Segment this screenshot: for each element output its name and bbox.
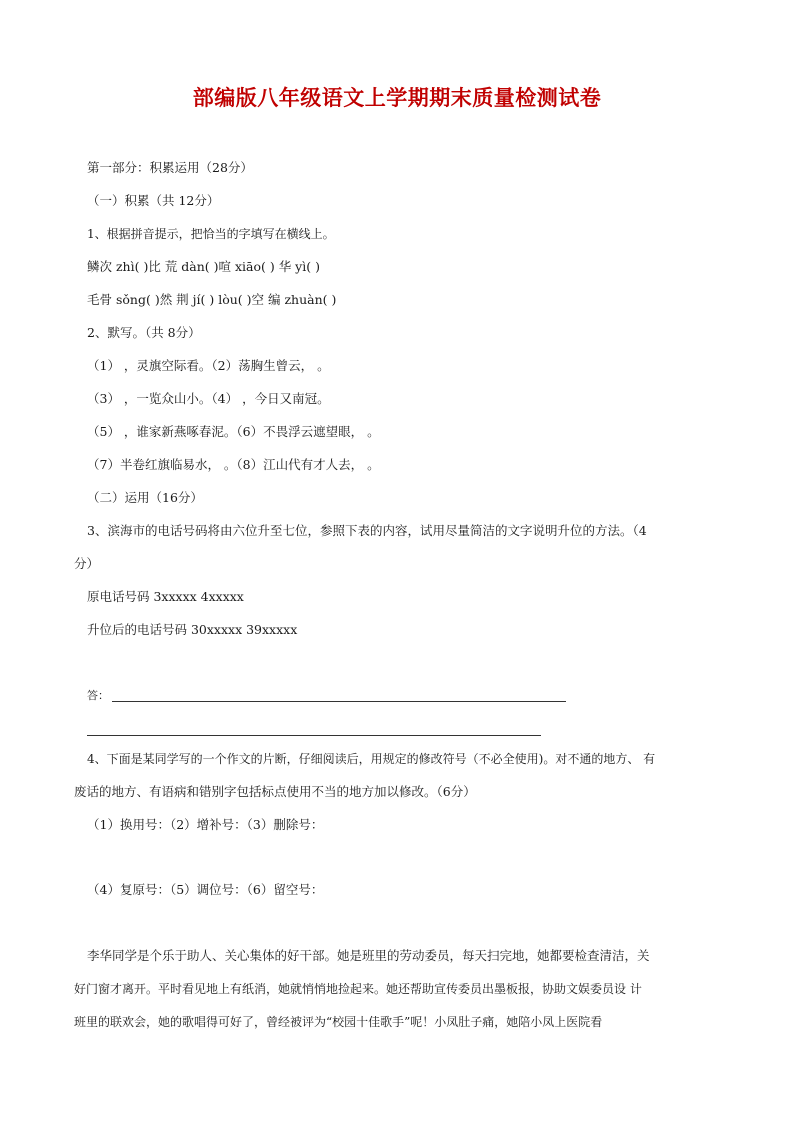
question-4-prompt-cont: 废话的地方、有语病和错别字包括标点使用不当的地方加以修改。（6分） — [74, 784, 476, 799]
question-3-new-number: 升位后的电话号码 30xxxxx 39xxxxx — [87, 622, 298, 637]
question-1-prompt: 1、根据拼音提示，把恰当的字填写在横线上。 — [87, 227, 335, 241]
question-4-marks-line-1: （1）换用号：（2）增补号：（3）删除号： — [87, 817, 324, 832]
section-accumulation-heading: （一）积累（共 12分） — [87, 193, 220, 208]
question-1-line-2: 毛骨 sǒng( )然 荆 jí( ) lòu( )空 编 zhuàn( ) — [87, 292, 337, 307]
answer-line-1[interactable] — [112, 701, 566, 702]
question-3-original-number: 原电话号码 3xxxxx 4xxxxx — [87, 589, 244, 604]
question-3-prompt-cont: 分） — [74, 556, 100, 571]
section-application-heading: （二）运用（16分） — [87, 490, 203, 505]
question-4-marks-line-2: （4）复原号：（5）调位号：（6）留空号： — [87, 882, 324, 897]
question-2-line-3: （5） ，谁家新燕啄春泥。（6）不畏浮云遮望眼， 。 — [87, 424, 380, 439]
question-2-line-2: （3） ，一览众山小。（4） ，今日又南冠。 — [87, 391, 330, 406]
question-2-prompt: 2、默写。（共 8分） — [87, 325, 201, 340]
page-title: 部编版八年级语文上学期期末质量检测试卷 — [192, 86, 602, 110]
answer-label: 答： — [87, 689, 109, 702]
passage-line-3: 班里的联欢会，她的歌唱得可好了，曾经被评为“校园十佳歌手”呢！小凤肚子痛，她陪小凤上医院看 — [74, 1015, 603, 1029]
question-2-line-4: （7）半卷红旗临易水， 。（8）江山代有才人去， 。 — [87, 457, 380, 472]
question-3-prompt: 3、滨海市的电话号码将由六位升至七位，参照下表的内容，试用尽量简洁的文字说明升位的方法。（4 — [87, 523, 647, 538]
part-one-heading: 第一部分：积累运用（28分） — [87, 160, 253, 175]
passage-line-1: 李华同学是个乐于助人、关心集体的好干部。她是班里的劳动委员，每天扫完地，她都要检查清洁，关 — [87, 948, 650, 963]
passage-line-2: 好门窗才离开。平时看见地上有纸消，她就悄悄地捡起来。她还帮助宣传委员出墨板报，协助文娱委员设 计 — [74, 982, 642, 996]
answer-line-2[interactable] — [87, 735, 541, 736]
question-1-line-1: 鳞次 zhì( )比 荒 dàn( )喧 xiāo( ) 华 yì( ) — [87, 259, 320, 274]
question-2-line-1: （1） ，灵旗空际看。（2）荡胸生曾云， 。 — [87, 358, 330, 373]
question-4-prompt: 4、下面是某同学写的一个作文的片断，仔细阅读后，用规定的修改符号（不必全使用)。对不通的地方、 有 — [87, 752, 656, 766]
